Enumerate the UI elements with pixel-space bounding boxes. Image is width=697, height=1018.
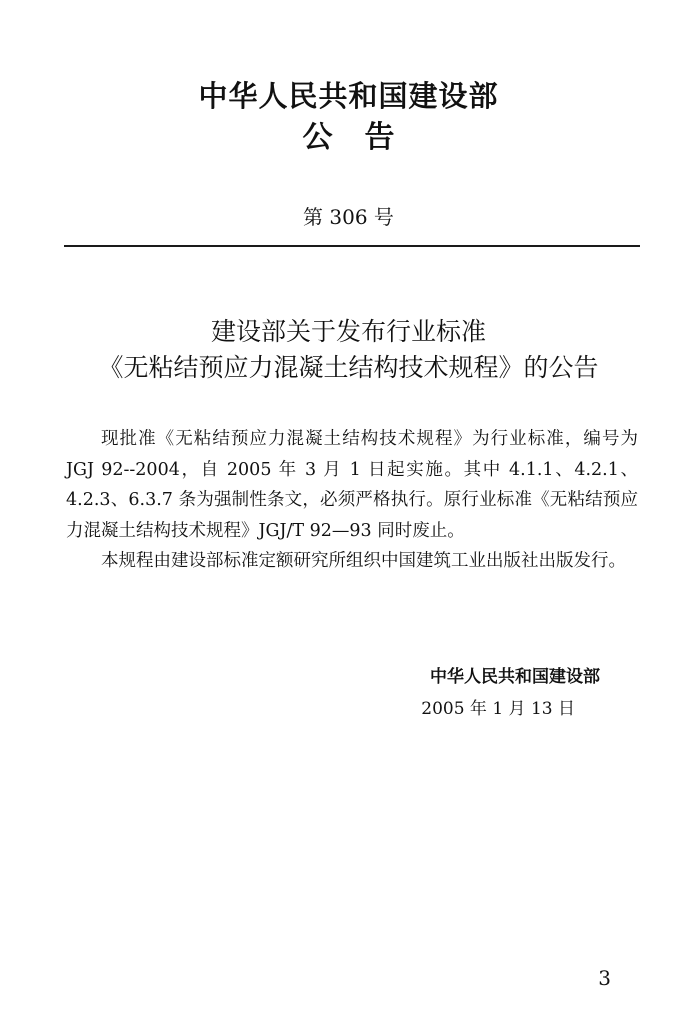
signature-organization: 中华人民共和国建设部 — [430, 667, 600, 687]
notice-number: 第 306 号 — [303, 205, 394, 229]
issuing-ministry-title: 中华人民共和国建设部 — [198, 79, 499, 113]
announcement-heading-line-2: 《无粘结预应力混凝土结构技术规程》的公告 — [98, 353, 599, 382]
announcement-body — [66, 424, 638, 577]
signature-date: 2005 年 1 月 13 日 — [421, 699, 575, 719]
body-paragraph-1: 现批准《无粘结预应力混凝土结构技术规程》为行业标准，编号为 JGJ 92--2004，自 2005 年 3 月 1 日起实施。其中 4.1.1、4.2.1、4.2.3、6.3.7 条为强制性条文，必须严格执行。原行业标准《无粘结预应力混凝土结构技术规程》JGJ/T 92—93 同时废止。 — [66, 429, 638, 541]
body-paragraph-2: 本规程由建设部标准定额研究所组织中国建筑工业出版社出版发行。 — [101, 551, 626, 571]
page-number: 3 — [598, 966, 611, 990]
announcement-heading-line-1: 建设部关于发布行业标准 — [210, 317, 486, 346]
notice-title: 公告 — [302, 120, 427, 155]
header-divider — [64, 245, 640, 247]
